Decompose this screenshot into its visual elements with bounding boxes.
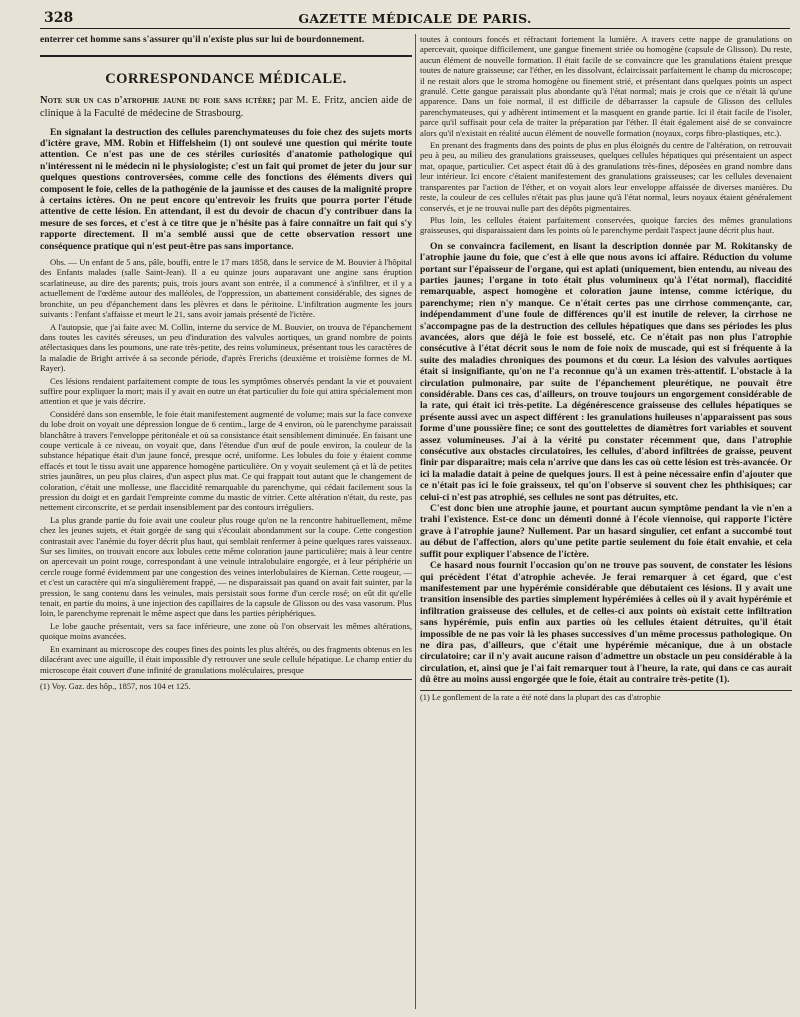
footnote-right: (1) Le gonflement de la rate a été noté dans la plupart des cas d'atrophie — [420, 692, 661, 702]
rokitansky-paragraph: On se convaincra facilement, en lisant la description donnée par M. Rokitansky de l'atrophie jaune du foie, que c'est à elle que nous avons ici affaire. Réduction du volume portant sur l'épaisseur de l'organe, qui est aplati (uniquement, bien entendu, au niveau des parties jaunes; l'organe in toto était plus volumineux qu'à l'état normal), flaccidité remarquable, aspect homogène et coloration jaune intense, comme ictérique, du parenchyme; rien n'y manque. Ce n'était certes pas une cirrhose commençante, car, indépendamment d'une foule de différences qu'il est inutile de relever, la cirrhose ne s'accompagne pas de la destruction des cellules hépatiques que dans ses périodes les plus avancées, alors que déjà le foie est bosselé, etc. Ce n'était pas non plus l'atrophie consécutive à l'état décrit sous le nom de foie noix de muscade, qui est si fréquente à la suite des maladies chroniques des poumons et du cœur. La lésion des valvules aortiques était si insignifiante, qu'on ne l'a reconnue qu'à un examen très-attentif. L'obstacle à la circulation pulmonaire, par suite de l'épanchement pleurétique, ne pouvait être considérable. Dans ces cas, d'ailleurs, on trouve toujours un engorgement considérable de la rate, qui était ici très-petite. La dégénérescence graisseuse des cellules hépatiques se présente aussi avec un aspect différent : les granulations huileuses n'apparaissent pas sous forme d'une poussière fine; ce sont des gouttelettes de diamètres fort variables et souvent assez volumineuses. J'ai à la vérité pu constater récemment que, dans l'atrophie consécutive aux obstacles circulatoires, les cellules, d'abord infiltrées de graisse, peuvent finir par disparaître; mais cela n'arrive que dans les cas où cette lésion est très-avancée. Or ici la maladie datait à peine de quelques jours. Il est à peine nécessaire enfin d'ajouter que ce n'était pas ici le foie graisseux, tel qu'on l'observe si souvent chez les phthisiques; car celui-ci n'est pas atrophié, ses cellules ne sont pas détruites, etc. — [420, 240, 792, 503]
microscope-paragraph: En examinant au microscope des coupes fines des points les plus altérés, ou des fragments obtenus en les dilacérant avec une aiguille, il était impossible d'y retrouver une seule cellule hépatique. Le champ entier du microscope était couvert d'une infinité de granulations moléculaires, presque — [40, 643, 412, 675]
lesions-paragraph: Ces lésions rendaient parfaitement compte de tous les symptômes observés pendant la vie et pouvaient suffire pour expliquer la mort; mais il y avait en outre un état particulier du foie qui attira spécialement mon attention et que je vais décrire. — [40, 375, 412, 407]
column-divider — [415, 34, 416, 1009]
running-header — [40, 6, 790, 29]
page-number: 328 — [44, 10, 74, 26]
liver-description-paragraph: Considéré dans son ensemble, le foie était manifestement augmenté de volume; mais sur la face convexe du lobe droit on voyait une dépression longue de 6 centim., large de 4 environ, où le parenchyme paraissait blanchâtre à travers l'enveloppe péritonéale et où sa consistance était sensiblement diminuée. En faisant une coupe verticale à ce niveau, on voyait que, dans l'étendue d'un œuf de poule environ, la couleur de la substance hépatique était d'un jaune foncé, presque ocré, uniforme. Les lobules du foie y étaient comme effacés et tout le tissu avait une apparence homogène particulière. On y voyait seulement çà et là de petites stries jaunâtres, un peu plus claires, d'un aspect plus mat. Ce qui frappait tout autant que le changement de coloration, c'était une mollesse, une flaccidité remarquable du parenchyme, qui cédait facilement sous la pression du doigt et en gardait l'empreinte comme du mastic de vitrier. Cette altération n'était, du reste, pas nettement circonscrite, et se perdait insensiblement par des contours irréguliers. — [40, 408, 412, 513]
article-title — [40, 95, 412, 120]
granulations-paragraph: toutes à contours foncés et réfractant fortement la lumière. A travers cette nappe de granulations on apercevait, quoique difficilement, une gangue finement striée ou homogène (capsule de Glisson). Du reste, aucun élément de nouvelle formation. Il était facile de se convaincre que les granulations étaient presque toutes de nature graisseuse; car l'éther, en les dissolvant, éclaircissait parfaitement le champ du microscope; il ne restait alors que le stroma homogène ou finement strié, et présentant dans quelques points un aspect granulé. Cette gangue paraissait plus abondante qu'à l'état normal; mais je crois que ce n'était là qu'une apparence. Dans un foie normal, il est difficile de débarrasser la capsule de Glisson des cellules parenchymateuses, qui y adhèrent intimement et la masquent en grande partie. Ici il était facile de l'isoler, parce qu'il suffisait pour cela de traiter la préparation par l'éther. Il était également aisé de se convaincre alors qu'il n'existait en réalité aucun élément de nouvelle formation (noyaux, corps fibro-plastiques, etc.). — [420, 34, 792, 138]
section-rule — [40, 55, 412, 57]
running-title: GAZETTE MÉDICALE DE PARIS. — [298, 11, 532, 26]
opening-paragraph: enterrer cet homme sans s'assurer qu'il n'existe plus sur lui de bourdonnement. — [40, 34, 365, 45]
conclusion-paragraph: C'est donc bien une atrophie jaune, et pourtant aucun symptôme pendant la vie n'en a trahi l'existence. Est-ce donc un démenti donné à l'école viennoise, qui rapporte l'ictère grave à l'atrophie jaune? Nullement. Par un hasard singulier, cet enfant a succombé tout au début de l'affection, alors qu'une petite partie seulement du foie était envahie, et cela suffit pour expliquer l'absence de l'ictère. — [420, 503, 792, 560]
left-column — [40, 34, 412, 1009]
cells-paragraph: Plus loin, les cellules étaient parfaitement conservées, quoique farcies des mêmes granulations graisseuses, qui disparaissaient dans les points où le parenchyme perdait l'aspect jaune décrit plus haut. — [420, 214, 792, 236]
left-lobe-paragraph: Le lobe gauche présentait, vers sa face inférieure, une zone où l'on observait les mêmes altérations, quoique moins avancées. — [40, 620, 412, 642]
footnote-left: (1) Voy. Gaz. des hôp., 1857, nos 104 et 125. — [40, 681, 191, 691]
fragments-paragraph: En prenant des fragments dans des points de plus en plus éloignés du centre de l'altération, on retrouvait peu à peu, au milieu des granulations graisseuses, quelques cellules hépatiques qui présentaient un aspect mat, opaque, particulier. Cet aspect était dû à des granulations très-fines, déposées en grand nombre dans leur intérieur. Ici encore c'étaient manifestement des granulations graisseuses; car les cellules devenaient transparentes par l'action de l'éther, et on voyait alors leur enveloppe affaissée de diverses manières. Du reste, la couleur de ces cellules n'était pas plus jaune qu'à l'état normal, leurs noyaux étaient généralement conservés, et je ne trouvai nulle part des dépôts pigmentaires. — [420, 140, 792, 213]
article-title-author: par M. E. Fritz, ancien aide de clinique à la Faculté de médecine de Strasbourg. — [40, 95, 412, 119]
columns — [40, 34, 790, 1009]
hyperemia-paragraph: Ce hasard nous fournit l'occasion qu'on ne trouve pas souvent, de constater les lésions qui précèdent l'état d'atrophie achevée. Je ferai remarquer à cet égard, que c'est manifestement par une hypérémie considérable que débutaient ces lésions. Il y avait une transition insensible des parties simplement hypérémiées à celles où il y avait hypérémie et infiltration graisseuse des cellules, et de celles-ci aux points où existait cette infiltration sans hypérémie, puis enfin aux parties où les cellules étaient détruites, qu'il était impossible de ne pas voir là les phases successives d'un même processus pathologique. On ne dira pas, d'ailleurs, que c'était une hypérémie mécanique, due à un obstacle circulatoire; car il n'y avait aucune raison d'admettre un obstacle un peu considérable à la circulation, et, ainsi que je l'ai fait remarquer tout à l'heure, la rate, qui dans ce cas aurait dû être au moins aussi engorgée que le foie, était au contraire très-petite (1). — [420, 560, 792, 686]
section-title: CORRESPONDANCE MÉDICALE. — [105, 71, 347, 88]
intro-paragraph: En signalant la destruction des cellules parenchymateuses du foie chez des sujets morts d'ictère grave, MM. Robin et Hiffelsheim (1) ont soulevé une question qui mérite toute attention. Ce n'est pas une de ces stériles curiosités d'anatomie pathologique qui n'intéressent ni le médecin ni le physiologiste; c'est un fait qui promet de jeter du jour sur quelques questions controversées, comme celle des fonctions des éléments divers qui composent le foie, celles de la pathogénie de la jaunisse et des causes de la malignité propre à certains ictères. On ne peut encore qu'entrevoir les fruits que pourra porter l'étude attentive de cette lésion. En attendant, il est du devoir de chacun d'y contribuer dans la mesure de ses forces, et c'est à ce titre que je n'hésite pas à faire connaître un fait qui s'y rapporte directement. Il m'a semblé aussi que de cette observation ressort une conséquence pratique qui n'est peut-être pas sans importance. — [40, 126, 412, 252]
footnote-rule-right — [420, 690, 792, 691]
congestion-paragraph: La plus grande partie du foie avait une couleur plus rouge qu'on ne la rencontre habituellement, même chez les jeunes sujets, et était gorgée de sang qui s'écoulait abondamment sur la coupe. Cette congestion contrastait avec l'anémie du foyer décrit plus haut, qui semblait renfermer à peine quelques rares vaisseaux. Sur ses limites, on trouvait encore aux lobules cette même coloration jaune particulière; mais à leur centre on apercevait un point rouge, correspondant à une veinule intralobulaire engorgée, et à leur périphérie un cercle rouge formé évidemment par une congestion des veines interlobulaires de Kiernan. Cette rougeur, — et c'est un caractère qui m'a singulièrement frappé, — ne disparaissait pas quand on avait fait suinter, par la pression, le sang contenu dans les veinules, mais persistait sous forme d'un cercle rosé; on eût dit qu'elle tenait, en partie du moins, à une injection des capillaires de la capsule de Glisson ou des vasa vasorum. Plus loin, le parenchyme reprenait le même aspect que dans les parties périphériques. — [40, 514, 412, 619]
article-title-note: Note sur un cas d'atrophie jaune du foie sans ictère; — [40, 95, 276, 107]
footnote-rule-left — [40, 679, 412, 680]
right-column — [420, 34, 792, 1009]
autopsy-paragraph: A l'autopsie, que j'ai faite avec M. Collin, interne du service de M. Bouvier, on trouva de l'épanchement dans toutes les cavités séreuses, un peu d'induration des valvules aortiques, un grand nombre de points atélectasiques dans les poumons, une rate très-petite, des reins volumineux, présentant tous les caractères de la maladie de Bright arrivée à sa seconde période, d'après Frerichs (deuxième et troisième formes de M. Rayer). — [40, 321, 412, 374]
observation-paragraph: Obs. — Un enfant de 5 ans, pâle, bouffi, entre le 17 mars 1858, dans le service de M. Bouvier à l'hôpital des Enfants malades (salle Saint-Jean). Il a eu quinze jours auparavant une angine sans éruption scarlatineuse, au dire des parents; puis, trois jours avant son entrée, il a commencé à s'infiltrer, et il y a actuellement de l'œdème autour des malléoles, de l'oppression, un abattement considérable, des signes de bronchite, un peu d'épanchement dans les plèvres et dans le péritoine. L'infiltration augmente les jours suivants : l'enfant s'affaisse et meurt le 21, sans avoir jamais présenté de l'ictère. — [40, 257, 412, 320]
